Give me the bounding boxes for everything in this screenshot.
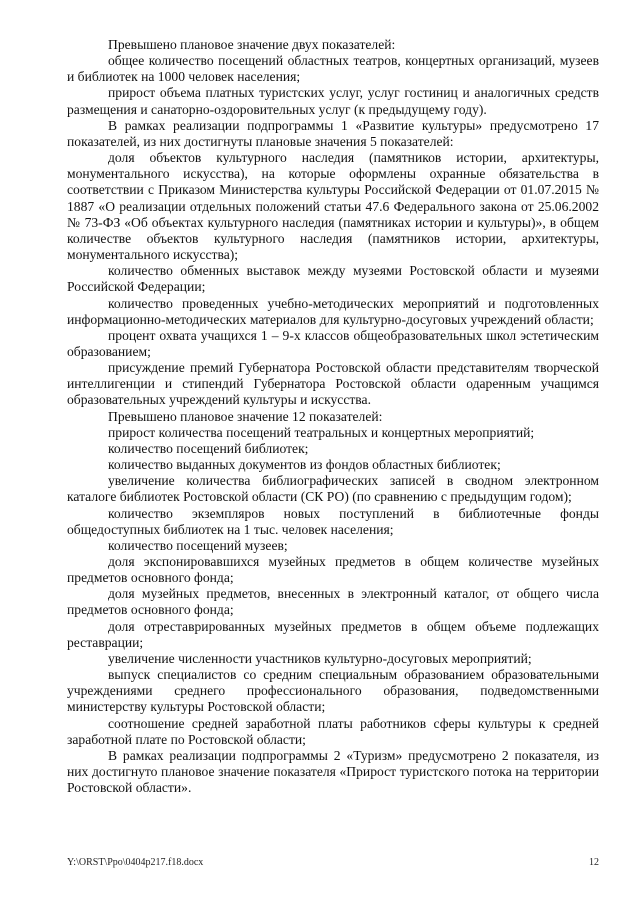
page-footer [67, 857, 599, 868]
paragraph: выпуск специалистов со средним специальным образованием образовательными учреждениями среднего профессионального образования, подведомственными министерству культуры Ростовской области; [67, 667, 599, 715]
paragraph: увеличение численности участников культурно-досуговых мероприятий; [108, 650, 532, 666]
paragraph: В рамках реализации подпрограммы 2 «Туризм» предусмотрено 2 показателя, из них достигнуто плановое значение показателя «Прирост туристского потока на территории Ростовской области». [67, 747, 599, 796]
paragraph: Превышено плановое значение двух показателей: [108, 37, 396, 52]
paragraph: прирост количества посещений театральных и концертных мероприятий; [108, 424, 535, 440]
page-number: 12 [589, 857, 599, 868]
paragraph: количество обменных выставок между музеями Ростовской области и музеями Российской Федерации; [67, 263, 599, 295]
paragraph: количество выданных документов из фондов областных библиотек; [108, 457, 501, 473]
paragraph: соотношение средней заработной платы работников сферы культуры к средней заработной плате по Ростовской области; [67, 715, 599, 747]
paragraph: общее количество посещений областных театров, концертных организаций, музеев и библиотек на 1000 человек населения; [67, 53, 599, 85]
paragraph: количество посещений библиотек; [108, 440, 309, 456]
paragraph: увеличение количества библиографических записей в сводном электронном каталоге библиотек Ростовской области (СК РО) (по сравнению с предыдущим годом); [67, 473, 599, 505]
paragraph: количество проведенных учебно-методических мероприятий и подготовленных информационно-методических материалов для культурно-досуговых учреждений области; [67, 295, 599, 327]
paragraph: доля музейных предметов, внесенных в электронный каталог, от общего числа предметов основного фонда; [67, 586, 599, 618]
paragraph: Превышено плановое значение 12 показателей: [108, 408, 383, 424]
paragraph: В рамках реализации подпрограммы 1 «Развитие культуры» предусмотрено 17 показателей, из них достигнуты плановые значения 5 показателей: [67, 117, 599, 149]
paragraph: количество экземпляров новых поступлений в библиотечные фонды общедоступных библиотек на 1 тыс. человек населения; [67, 505, 599, 537]
paragraph: прирост объема платных туристских услуг, услуг гостиниц и аналогичных средств размещения и санаторно-оздоровительных услуг (к предыдущему году). [67, 85, 599, 117]
file-path: Y:\ORST\Ppo\0404p217.f18.docx [67, 857, 204, 868]
paragraph: присуждение премий Губернатора Ростовской области представителям творческой интеллигенции и стипендий Губернатора Ростовской области одаренным учащимся образовательных учреждений культуры и искусства. [67, 360, 599, 408]
paragraph: доля отреставрированных музейных предметов в общем объеме подлежащих реставрации; [67, 618, 599, 650]
paragraph: доля объектов культурного наследия (памятников истории, архитектуры, монументального искусства), на которые оформлены охранные обязательства в соответствии с Приказом Министерства культуры Российской Федерации от 01.07.2015 № 1887 «О реализации отдельных положений статьи 47.6 Федерального закона от 25.06.2002 № 73-ФЗ «Об объектах культурного наследия (памятниках истории и культуры)», в общем количестве объектов культурного наследия (памятников истории, архитектуры, монументального искусства); [67, 150, 599, 263]
paragraph: процент охвата учащихся 1 – 9-х классов общеобразовательных школ эстетическим образованием; [67, 327, 599, 359]
document-body [67, 37, 599, 796]
paragraph: количество посещений музеев; [108, 537, 288, 553]
paragraph: доля экспонировавшихся музейных предметов в общем количестве музейных предметов основного фонда; [67, 554, 599, 586]
